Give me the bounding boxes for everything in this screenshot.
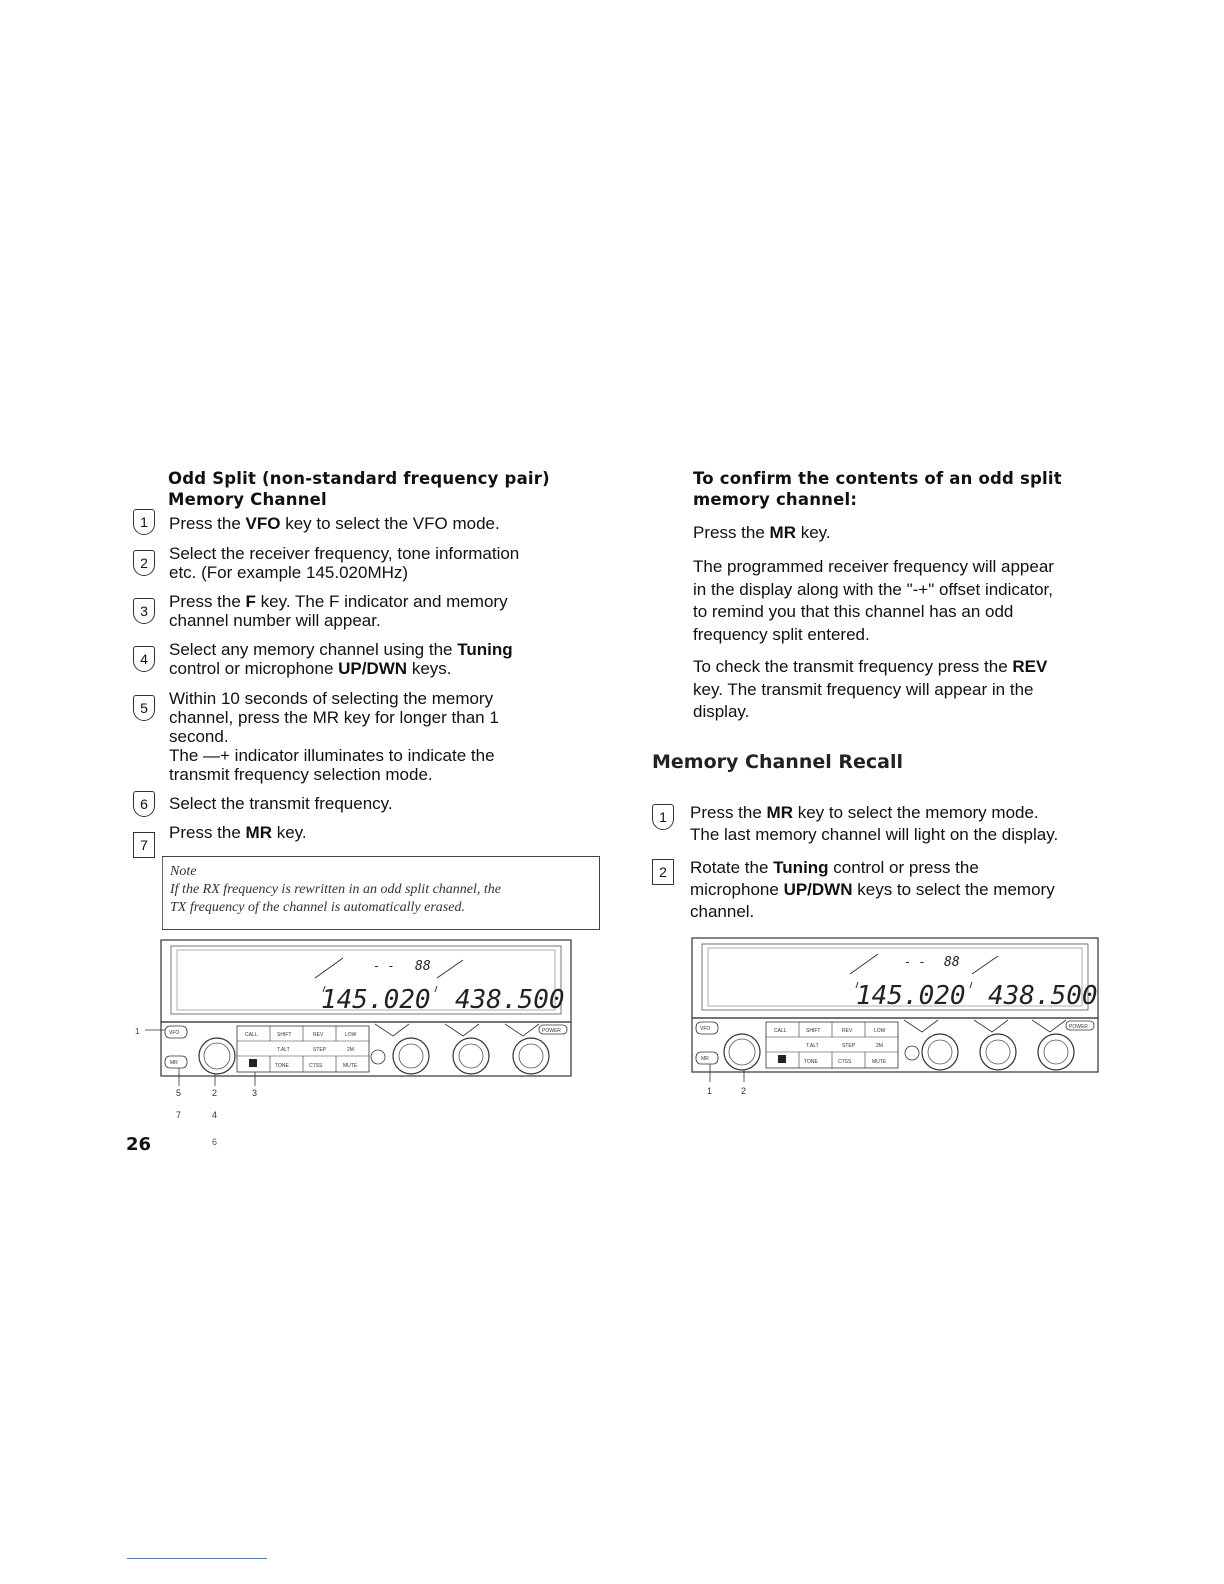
- step-7-text: Press the MR key.: [169, 823, 307, 842]
- radio-illustration-right: [682, 934, 1102, 1104]
- right-para-1: Press the MR key.: [693, 523, 831, 542]
- key-step-right: STEP: [842, 1043, 856, 1049]
- key-tone-right: TONE: [804, 1059, 818, 1065]
- recall-step-2-badge: 2: [652, 859, 674, 885]
- key-low: LOW: [345, 1032, 357, 1038]
- knob-2: [453, 1038, 489, 1074]
- step-6-badge: 6: [133, 791, 155, 817]
- key-ctss-right: CTSS: [838, 1059, 852, 1065]
- lcd-rx-freq: 145.020: [321, 985, 431, 1015]
- left-heading: [168, 468, 608, 510]
- right-para-2: The programmed receiver frequency will appear in the display along with the "-+" offset indicator, to remind you that this channel has an odd frequency split entered.: [693, 557, 1054, 644]
- lcd-dashes: - -: [373, 959, 395, 973]
- key-talt-right: T.ALT: [806, 1043, 819, 1049]
- radio-illustration-left: [125, 936, 585, 1126]
- step-2-text: Select the receiver frequency, tone information etc. (For example 145.020MHz): [169, 544, 520, 582]
- note-line1: If the RX frequency is rewritten in an odd split channel, the: [170, 882, 502, 897]
- step-4-text: Select any memory channel using the Tuning control or microphone UP/DWN keys.: [169, 640, 513, 678]
- right-heading-line2: memory channel:: [693, 490, 858, 509]
- callout-2: 2: [212, 1088, 218, 1098]
- key-talt: T.ALT: [277, 1047, 290, 1053]
- knob-1: [393, 1038, 429, 1074]
- step-2-badge: 2: [133, 550, 155, 576]
- recall-step-1-text: Press the MR key to select the memory mode. The last memory channel will light on the display.: [690, 803, 1059, 844]
- key-low-right: LOW: [874, 1028, 886, 1034]
- step-7-badge: 7: [133, 832, 155, 858]
- key-step: STEP: [313, 1047, 327, 1053]
- step-4-badge: 4: [133, 646, 155, 672]
- lcd-tx-freq-right: 438.500: [988, 981, 1098, 1011]
- key-ctss: CTSS: [309, 1063, 323, 1069]
- note-box: [162, 856, 600, 930]
- step-1-badge: 1: [133, 509, 155, 535]
- callout-3: 3: [252, 1088, 258, 1098]
- step-6-text: Select the transmit frequency.: [169, 794, 393, 813]
- key-shift: SHIFT: [277, 1032, 292, 1038]
- key-call-right: CALL: [774, 1028, 787, 1034]
- right-para-3: To check the transmit frequency press the REV key. The transmit frequency will appear in the display.: [693, 657, 1048, 721]
- note-title: Note: [170, 864, 197, 879]
- lcd-rx-freq-right: 145.020: [856, 981, 966, 1011]
- key-mute: MUTE: [343, 1063, 358, 1069]
- power-label-right: POWER: [1069, 1024, 1088, 1030]
- right-callout-2: 2: [741, 1086, 747, 1096]
- lcd-channel: 88: [415, 959, 431, 974]
- lcd-tx-freq: 438.500: [455, 985, 565, 1015]
- key-shift-right: SHIFT: [806, 1028, 821, 1034]
- vfo-key-label-right: VFO: [700, 1026, 711, 1032]
- key-call: CALL: [245, 1032, 258, 1038]
- key-rev: REV: [313, 1032, 324, 1038]
- lcd-channel-right: 88: [944, 955, 960, 970]
- key-2m-right: 2M: [876, 1043, 883, 1049]
- step-3-badge: 3: [133, 598, 155, 624]
- note-line2: TX frequency of the channel is automatically erased.: [170, 900, 465, 915]
- right-callout-1: 1: [707, 1086, 713, 1096]
- callout-1: 1: [135, 1027, 140, 1036]
- key-rev-right: REV: [842, 1028, 853, 1034]
- step-3-text: Press the F key. The F indicator and memory channel number will appear.: [169, 592, 508, 630]
- footer-rule: [127, 1558, 267, 1559]
- left-heading-line2: Memory Channel: [168, 490, 327, 509]
- step-5-badge: 5: [133, 695, 155, 721]
- callout-7: 7: [176, 1110, 182, 1120]
- left-heading-line1: Odd Split (non-standard frequency pair): [168, 469, 550, 488]
- key-mute-right: MUTE: [872, 1059, 887, 1065]
- mr-key-label: MR: [170, 1060, 178, 1066]
- knob-3: [513, 1038, 549, 1074]
- vfo-key-label: VFO: [169, 1030, 180, 1036]
- lcd-dashes-right: - -: [904, 955, 926, 969]
- power-label: POWER: [542, 1028, 561, 1034]
- callout-5: 5: [176, 1088, 182, 1098]
- callout-6: 6: [212, 1137, 218, 1147]
- mr-key-label-right: MR: [701, 1056, 709, 1062]
- step-1-text: Press the VFO key to select the VFO mode.: [169, 514, 500, 533]
- page-number: 26: [126, 1134, 152, 1155]
- section-title-memory-recall: Memory Channel Recall: [652, 751, 903, 773]
- recall-step-1-badge: 1: [652, 804, 674, 830]
- callout-4: 4: [212, 1110, 218, 1120]
- right-heading-line1: To confirm the contents of an odd split: [693, 469, 1062, 488]
- key-tone: TONE: [275, 1063, 289, 1069]
- key-2m: 2M: [347, 1047, 354, 1053]
- step-5-text: Within 10 seconds of selecting the memory channel, press the MR key for longer than 1 second. The —+ indicator illuminates to indicate the transmit frequency selection mode.: [169, 689, 499, 784]
- recall-step-2-text: Rotate the Tuning control or press the microphone UP/DWN keys to select the memory channel.: [690, 858, 1055, 921]
- right-heading: [693, 468, 1113, 510]
